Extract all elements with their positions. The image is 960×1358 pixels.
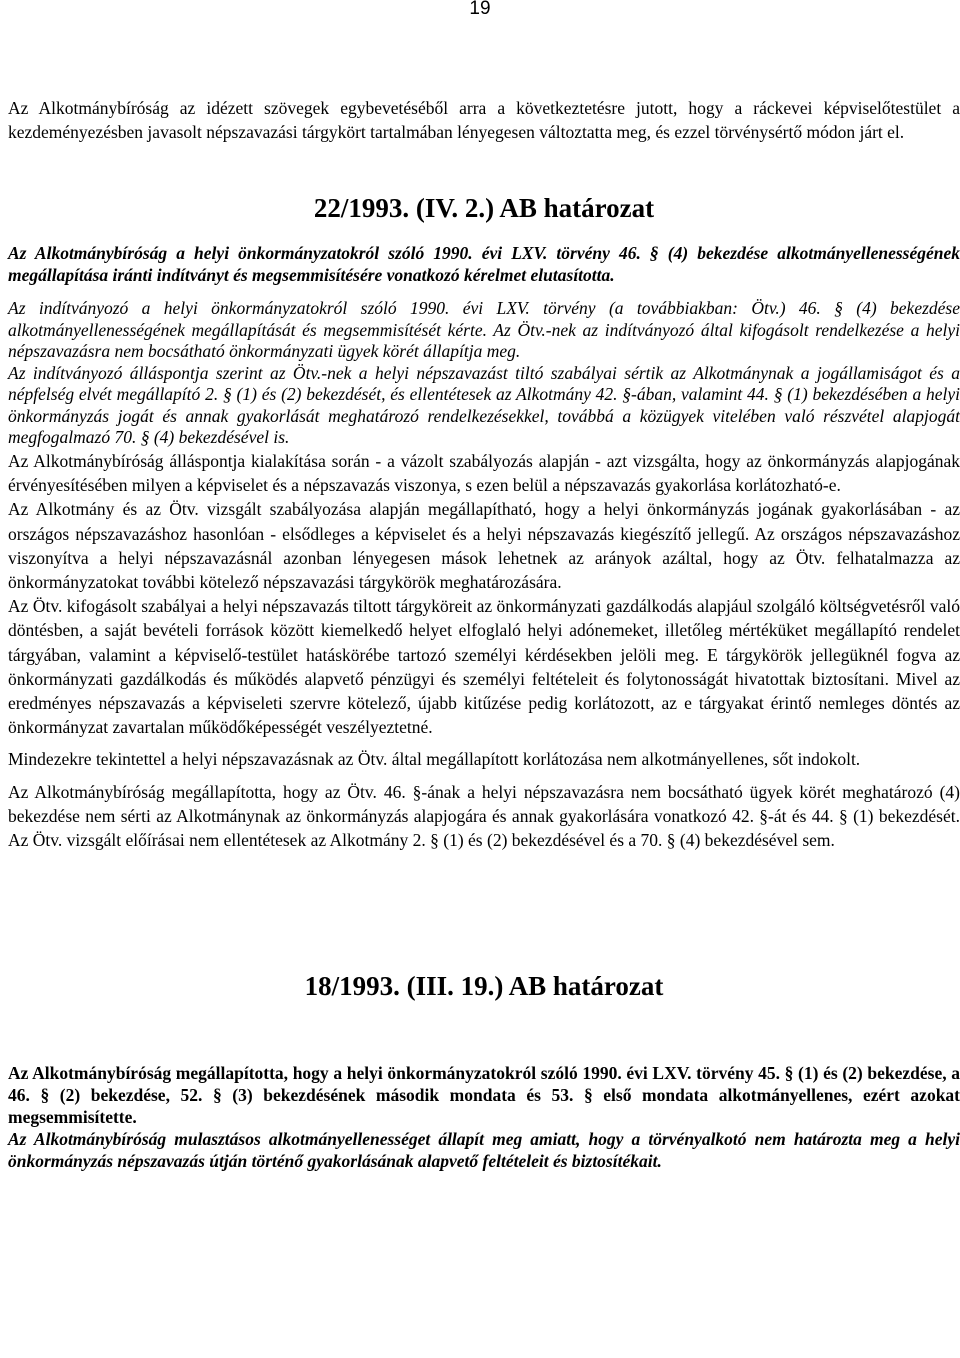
decision-1-italic-paragraph-2: Az indítványozó álláspontja szerint az Ötv.-nek a helyi népszavazást tiltó szabályai sértik az Alkotmánynak a jogállamiságot és a népfelség elvét megállapító 2. § (1) és (2) bekezdését, és ellentétesek az Alkotmány 42. §-ában, valamint 44. § (1) bekezdésében a helyi önkormányzás jogát és annak gyakorlását meghatározó rendelkezésekkel, továbbá a közügyek vitelében való részvétel alapjogát megfogalmazó 70. § (4) bekezdésével is.: [8, 362, 960, 448]
decision-1-summary: Az Alkotmánybíróság a helyi önkormányzatokról szóló 1990. évi LXV. törvény 46. § (4) bekezdése alkotmányellenességének megállapítása iránti indítványt és megsemmisítésére vonatkozó kérelmet elutasította.: [8, 243, 960, 286]
decision-2-title: 18/1993. (III. 19.) AB határozat: [304, 971, 664, 1002]
decision-1-paragraph-4: Az Alkotmány és az Ötv. vizsgált szabályozása alapján megállapítható, hogy a helyi önkormányzás jogának gyakorlásában - az országos népszavazáshoz hasonlóan - elsődleges a képviselet és a helyi népszavazás kiegészítő jellegű. Az országos népszavazáshoz viszonyítva a helyi népszavazásnál azonban lényegesen mások lehetnek az arányok azáltal, hogy az Ötv. felhatalmazza az önkormányzatokat további kötelező népszavazási tárgykörök meghatározására.: [8, 499, 960, 592]
decision-2-summary-1: Az Alkotmánybíróság megállapította, hogy a helyi önkormányzatokról szóló 1990. évi LXV. törvény 45. § (1) és (2) bekezdése, a 46. § (2) bekezdése, 52. § (3) bekezdésének második mondata és 53. § első mondata alkotmányellenes, ezért azokat megsemmisítette.: [8, 1063, 960, 1128]
decision-1-paragraph-3: Az Alkotmánybíróság álláspontja kialakítása során - a vázolt szabályozás alapján - azt vizsgálta, hogy az önkormányzás alapjogának érvényesítésében milyen a képviselet és a népszavazás viszonya, s ezen belül a népszavazás gyakorlása korlátozható-e.: [8, 450, 960, 496]
decision-1-italic-paragraph-1: Az indítványozó a helyi önkormányzatokról szóló 1990. évi LXV. törvény (a továbbiakban: Ötv.) 46. § (4) bekezdése alkotmányellenességének megállapítását és megsemmisítését kérte. Az Ötv.-nek az indítványozó által kifogásolt rendelkezése a helyi népszavazásra nem bocsátható önkormányzati ügyek körét állapítja meg.: [8, 298, 960, 362]
decision-1-title: 22/1993. (IV. 2.) AB határozat: [313, 193, 655, 224]
decision-1-paragraph-6: Mindezekre tekintettel a helyi népszavazásnak az Ötv. által megállapított korlátozása nem alkotmányellenes, sőt indokolt.: [8, 749, 861, 770]
decision-1-paragraph-7: Az Alkotmánybíróság megállapította, hogy az Ötv. 46. §-ának a helyi népszavazásra nem bocsátható ügyek körét meghatározó (4) bekezdése nem sérti az Alkotmánynak az önkormányzás alapjogára és annak gyakorlására vonatkozó 42. §-át és 44. § (1) bekezdését. Az Ötv. vizsgált előírásai nem ellentétesek az Alkotmány 2. § (1) és (2) bekezdésével és a 70. § (4) bekezdésével sem.: [8, 781, 960, 850]
document-body: [8, 96, 960, 1172]
page-number: 19: [469, 0, 491, 19]
decision-1-paragraph-5: Az Ötv. kifogásolt szabályai a helyi népszavazás tiltott tárgyköreit az önkormányzati gazdálkodás alapjául szolgáló költségvetésről való döntésben, a saját bevételi források között kiemelkedő helyet elfoglaló helyi adónemeket, illetőleg mértéküket megállapító rendelet tárgyában, valamint a képviselő-testület hatáskörébe tartozó személyi kérdésekben jelöli meg. E tárgykörök jellegüknél fogva az önkormányzati gazdálkodás és működés alapvető pénzügyi és személyi feltételeit és folytonosságát hivatottak biztosítani. Mivel az eredményes népszavazás a képviseleti szervre kötelező, újabb kitűzése pedig korlátozott, az e tárgyakat érintő nemleges döntés az önkormányzat zavartalan működőképességét veszélyeztetné.: [8, 596, 960, 738]
intro-paragraph: Az Alkotmánybíróság az idézett szövegek egybevetéséből arra a következtetésre jutott, hogy a ráckevei képviselőtestület a kezdeményezésben javasolt népszavazási tárgykört tartalmában lényegesen változtatta meg, és ezzel törvénysértő módon járt el.: [8, 98, 960, 143]
decision-2-summary-2: Az Alkotmánybíróság mulasztásos alkotmányellenességet állapít meg amiatt, hogy a törvényalkotó nem határozta meg a helyi önkormányzás népszavazás útján történő gyakorlásának alapvető feltételeit és biztosítékait.: [8, 1129, 960, 1172]
